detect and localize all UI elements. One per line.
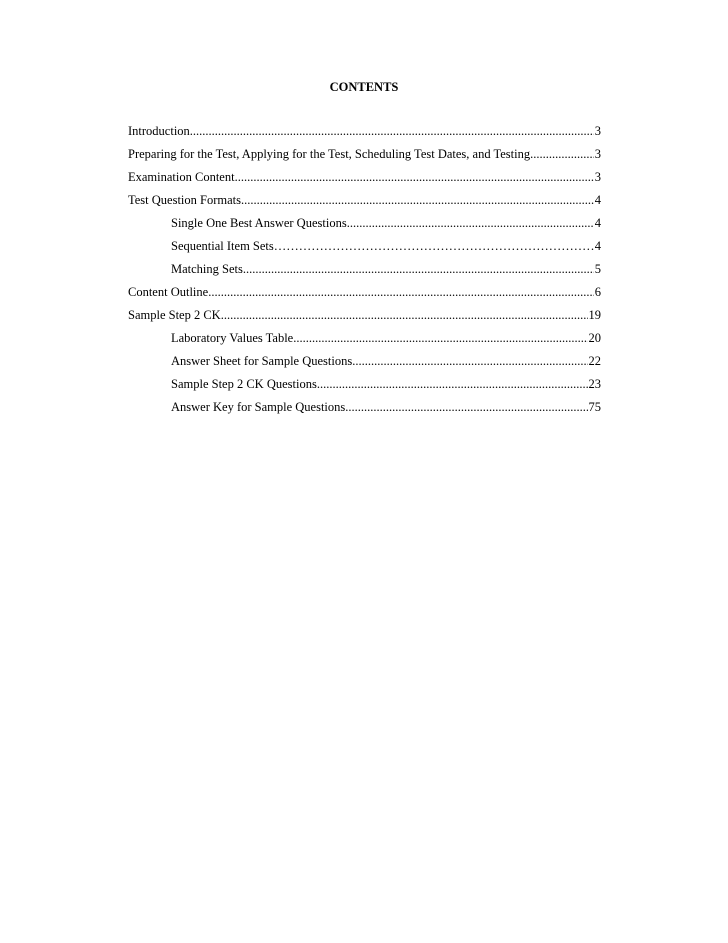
toc-dot-leader bbox=[241, 192, 594, 208]
toc-entry-page: 4 bbox=[594, 239, 601, 253]
toc-entry-page: 3 bbox=[594, 170, 601, 184]
toc-entry-label: Laboratory Values Table bbox=[171, 331, 294, 345]
toc-dot-leader bbox=[347, 215, 594, 231]
toc-entry-sample-questions bbox=[128, 376, 601, 399]
toc-entry-page: 5 bbox=[594, 262, 601, 276]
toc-entry-single-best-answer bbox=[128, 215, 601, 238]
toc-entry-sample-step-2-ck bbox=[128, 307, 601, 330]
toc-entry-label: Answer Sheet for Sample Questions bbox=[171, 354, 353, 368]
toc-entry-label: Sample Step 2 CK Questions bbox=[171, 377, 317, 391]
toc-dot-leader bbox=[317, 376, 588, 392]
toc-entry-matching-sets bbox=[128, 261, 601, 284]
toc-entry-label: Sample Step 2 CK bbox=[128, 308, 221, 322]
toc-entry-page: 6 bbox=[594, 285, 601, 299]
toc-list bbox=[128, 123, 601, 422]
toc-entry-page: 3 bbox=[594, 147, 601, 161]
toc-entry-page: 3 bbox=[594, 124, 601, 138]
toc-entry-page: 75 bbox=[588, 400, 601, 414]
toc-entry-label: Introduction bbox=[128, 124, 190, 138]
toc-entry-examination-content bbox=[128, 169, 601, 192]
toc-entry-preparing bbox=[128, 146, 601, 169]
toc-entry-label: Preparing for the Test, Applying for the Test, Scheduling Test Dates, and Testing bbox=[128, 147, 531, 161]
toc-dot-leader bbox=[293, 330, 587, 346]
toc-entry-label: Matching Sets bbox=[171, 262, 243, 276]
toc-entry-page: 22 bbox=[588, 354, 601, 368]
toc-entry-label: Content Outline bbox=[128, 285, 209, 299]
toc-entry-answer-sheet bbox=[128, 353, 601, 376]
toc-entry-sequential-item-sets bbox=[128, 238, 601, 261]
toc-entry-introduction bbox=[128, 123, 601, 146]
toc-dot-leader bbox=[530, 146, 594, 162]
toc-entry-page: 20 bbox=[588, 331, 601, 345]
toc-dot-leader bbox=[352, 353, 587, 369]
toc-dot-leader bbox=[190, 123, 594, 139]
toc-entry-label: Answer Key for Sample Questions bbox=[171, 400, 346, 414]
toc-entry-label: Single One Best Answer Questions bbox=[171, 216, 347, 230]
toc-entry-label: Test Question Formats bbox=[128, 193, 242, 207]
toc-dot-leader bbox=[274, 238, 594, 254]
toc-entry-answer-key bbox=[128, 399, 601, 422]
toc-entry-page: 4 bbox=[594, 193, 601, 207]
toc-entry-test-question-formats bbox=[128, 192, 601, 215]
toc-entry-page: 23 bbox=[588, 377, 601, 391]
toc-dot-leader bbox=[243, 261, 594, 277]
toc-dot-leader bbox=[221, 307, 588, 323]
toc-entry-label: Examination Content bbox=[128, 170, 235, 184]
toc-entry-content-outline bbox=[128, 284, 601, 307]
toc-entry-page: 19 bbox=[588, 308, 601, 322]
toc-dot-leader bbox=[235, 169, 594, 185]
toc-entry-page: 4 bbox=[594, 216, 601, 230]
toc-entry-label: Sequential Item Sets bbox=[171, 239, 274, 253]
toc-dot-leader bbox=[208, 284, 594, 300]
toc-entry-laboratory-values-table bbox=[128, 330, 601, 353]
toc-title: CONTENTS bbox=[329, 80, 399, 94]
toc-dot-leader bbox=[345, 399, 587, 415]
